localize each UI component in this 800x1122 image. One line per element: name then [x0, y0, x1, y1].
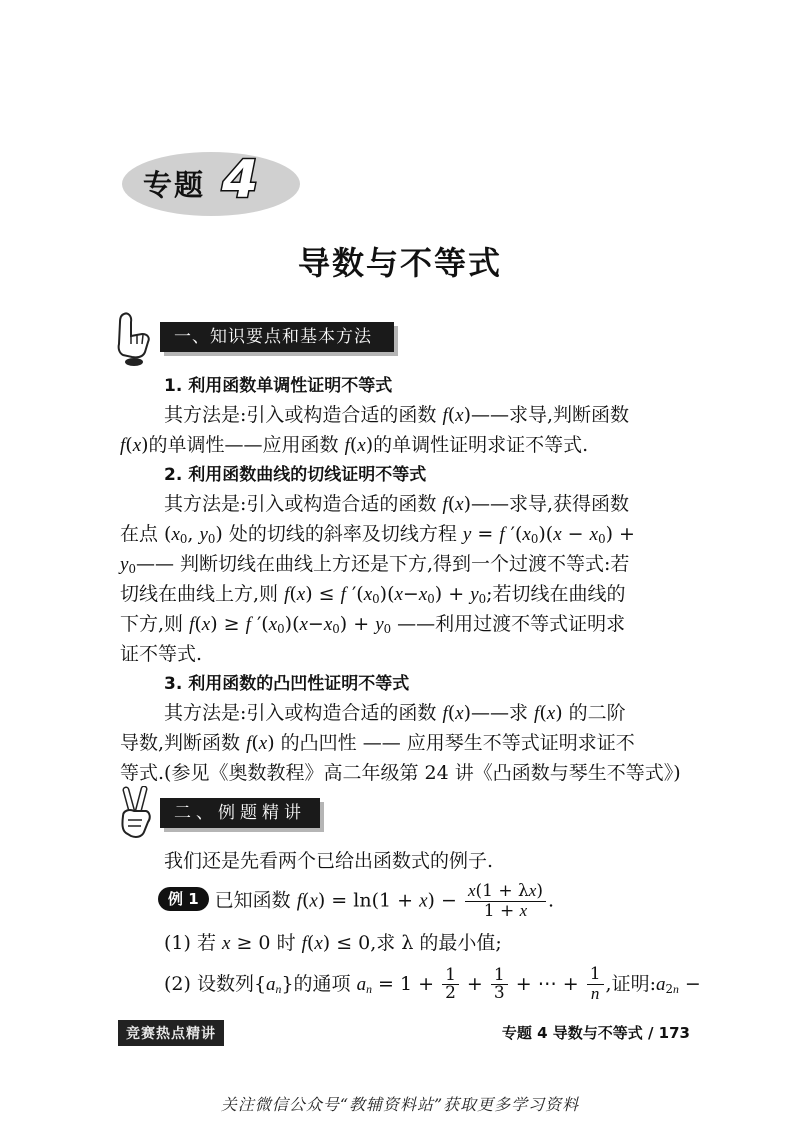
method-3-text-line-3: 等式.(参见《奥数教程》高二年级第 24 讲《凸函数与琴生不等式》) — [120, 762, 681, 784]
method-2-text-line-6: 证不等式. — [120, 643, 203, 665]
watermark-text: 关注微信公众号“教辅资料站”获取更多学习资料 — [220, 1095, 580, 1114]
method-3-text-line-2: 导数,判断函数 f(x) 的凸凹性 —— 应用琴生不等式证明求证不 — [120, 732, 635, 754]
example-1-part-1: (1) 若 x ≥ 0 时 f(x) ≤ 0,求 λ 的最小值; — [164, 932, 502, 954]
section-heading-1: 一、知识要点和基本方法 — [160, 322, 394, 352]
method-2-text-line-4: 切线在曲线上方,则 f(x) ≤ f $'(x_0)(x-x_0) + y_0$;若切线在曲线的 — [120, 583, 626, 606]
example-1-badge: 例 1 — [158, 887, 209, 911]
method-3-title: 3. 利用函数的凸凹性证明不等式 — [164, 674, 410, 694]
section-heading-2: 二、例题精讲 — [160, 798, 320, 828]
method-2-text-line-5: 下方,则 f(x) ≥ f $'(x_0)(x-x_0) + y_0$ ——利用过渡不等式证明求 — [120, 613, 626, 636]
method-2-title: 2. 利用函数曲线的切线证明不等式 — [164, 465, 427, 485]
method-2-text-line-1: 其方法是:引入或构造合适的函数 f(x)——求导,获得函数 — [164, 493, 630, 515]
method-2-text-line-3: $y_0——$ 判断切线在曲线上方还是下方,得到一个过渡不等式:若 — [120, 553, 630, 576]
example-1-statement: 例 1 已知函数 f(x) = ln(1 + x) − $\frac{x(1 + \lambda x)}{1 + x}$ . — [158, 882, 554, 921]
chapter-label: 专题 — [143, 168, 206, 202]
method-2-text-line-2: 在点 ($x_0$, $y_0$) 处的切线的斜率及切线方程 y = f $'(x_0)(x - x_0)$ + — [120, 523, 635, 546]
method-1-title: 1. 利用函数单调性证明不等式 — [164, 376, 393, 396]
pointing-hand-icon — [114, 310, 158, 368]
chapter-number: 4 — [222, 150, 259, 210]
page-title: 导数与不等式 — [297, 244, 502, 282]
method-1-text-line-2: f(x)的单调性——应用函数 f(x)的单调性证明求证不等式. — [120, 434, 589, 456]
section-2-intro: 我们还是先看两个已给出函数式的例子. — [164, 850, 494, 872]
victory-hand-icon — [114, 786, 158, 842]
method-3-text-line-1: 其方法是:引入或构造合适的函数 f(x)——求 f(x) 的二阶 — [164, 702, 626, 724]
footer-series-tag: 竞赛热点精讲 — [118, 1020, 224, 1046]
method-1-text-line-1: 其方法是:引入或构造合适的函数 f(x)——求导,判断函数 — [164, 404, 630, 426]
example-1-part-2: (2) 设数列$\{a_n\}$的通项 $a_n = 1$ + $\frac{1}{2}$ + $\frac{1}{3}$ + ⋯ + $\frac{1}{n}$ ,证明$:a_{2n}$ − — [164, 964, 701, 1004]
footer-page-reference: 专题 4 导数与不等式 / 173 — [501, 1024, 690, 1042]
